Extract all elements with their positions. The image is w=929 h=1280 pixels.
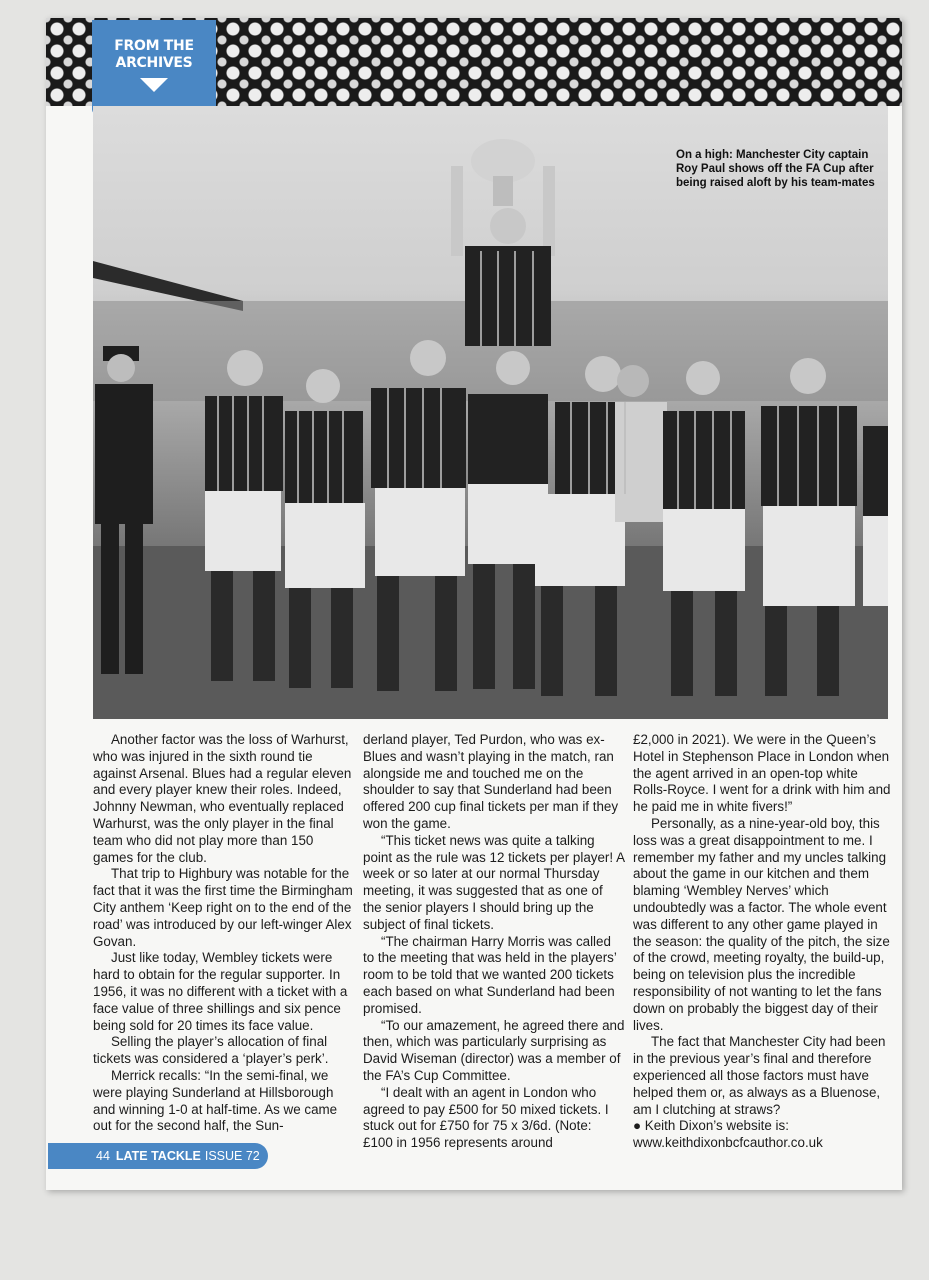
paragraph: “To our amazement, he agreed there and then, which was particularly surprising as David Wiseman (director) was a member of the FA’s Cup Committee. [363, 1017, 625, 1083]
paragraph: The fact that Manchester City had been in the previous year’s final and therefore experienced all those factors must have helped them or, as always as a Bluenose, am I clutching at straws? [633, 1034, 886, 1117]
magazine-name: LATE TACKLE [115, 1149, 201, 1163]
paragraph: Another factor was the loss of Warhurst, who was injured in the sixth round tie against Arsenal. Blues had a regular eleven and every player knew their roles. Indeed, Johnny Newman, who eventually replaced Warhurst, was the only player in the final team who did not play more than 150 games for the club. [93, 732, 352, 865]
paragraph: “This ticket news was quite a talking point as the rule was 12 tickets per player! A week or so later at our normal Thursday meeting, it was suggested that as one of the senior players I should bring up the subject of final tickets. [363, 832, 625, 932]
tab-line2: ARCHIVES [115, 55, 193, 71]
page-number: 44 [96, 1149, 110, 1163]
page-footer [48, 1143, 268, 1169]
article-column-2 [363, 732, 625, 1152]
tab-line1: FROM THE [114, 38, 194, 54]
article-column-3 [633, 732, 895, 1152]
paragraph: Just like today, Wembley tickets were hard to obtain for the regular supporter. In 1956, it was no different with a ticket with a face value of three shillings and six pence being sold for 20 times its face value. [93, 950, 348, 1033]
article-body [93, 732, 893, 1151]
from-the-archives-tab [92, 20, 216, 115]
paragraph: Merrick recalls: “In the semi-final, we were playing Sunderland at Hillsborough and winning 1-0 at half-time. As we came out for the second half, the Sun- [93, 1067, 338, 1134]
paragraph: £2,000 in 2021). We were in the Queen’s Hotel in Stephenson Place in London when the agent arrived in an open-top white Rolls-Royce. I went for a drink with him and he paid me in white fivers!” [633, 732, 891, 815]
author-website: ● Keith Dixon’s website is: www.keithdixonbcfcauthor.co.uk [633, 1118, 823, 1151]
photo-caption: On a high: Manchester City captain Roy Paul shows off the FA Cup after being raised aloft by his team-mates [676, 149, 875, 189]
paragraph: Selling the player’s allocation of final tickets was considered a ‘player’s perk’. [93, 1034, 329, 1067]
team-photo [93, 106, 888, 719]
paragraph: That trip to Highbury was notable for the fact that it was the first time the Birmingham City anthem ‘Keep right on to the end of the road’ was introduced by our left-winger Alex Govan. [93, 866, 353, 949]
issue-number: ISSUE 72 [204, 1149, 260, 1163]
paragraph: “The chairman Harry Morris was called to the meeting that was held in the players’ room to be told that we wanted 200 tickets each based on what Sunderland had been promised. [363, 933, 617, 1016]
paragraph: Personally, as a nine-year-old boy, this loss was a great disappointment to me. I remember my father and my uncles talking about the game in our kitchen and them blaming ‘Wembley Nerves’ which undoubtedly was a factor. The whole event was different to any other game played in the season: the quality of the pitch, the size of the crowd, meeting royalty, the build-up, being on television plus the incredible responsibility of not wanting to let the fans down on probably the biggest day of their lives. [633, 815, 890, 1033]
paragraph: “I dealt with an agent in London who agreed to pay £500 for 50 mixed tickets. I stuck out for £750 for 75 x 3/6d. (Note: £100 in 1956 represents around [363, 1084, 609, 1151]
team-photo-illustration [93, 106, 888, 719]
paragraph: derland player, Ted Purdon, who was ex-Blues and wasn’t playing in the match, ran alongside me and touched me on the shoulder to say that Sunderland had been offered 200 cup final tickets per man if they won the game. [363, 732, 619, 831]
down-arrow-icon [140, 78, 168, 92]
article-column-1 [93, 732, 355, 1135]
